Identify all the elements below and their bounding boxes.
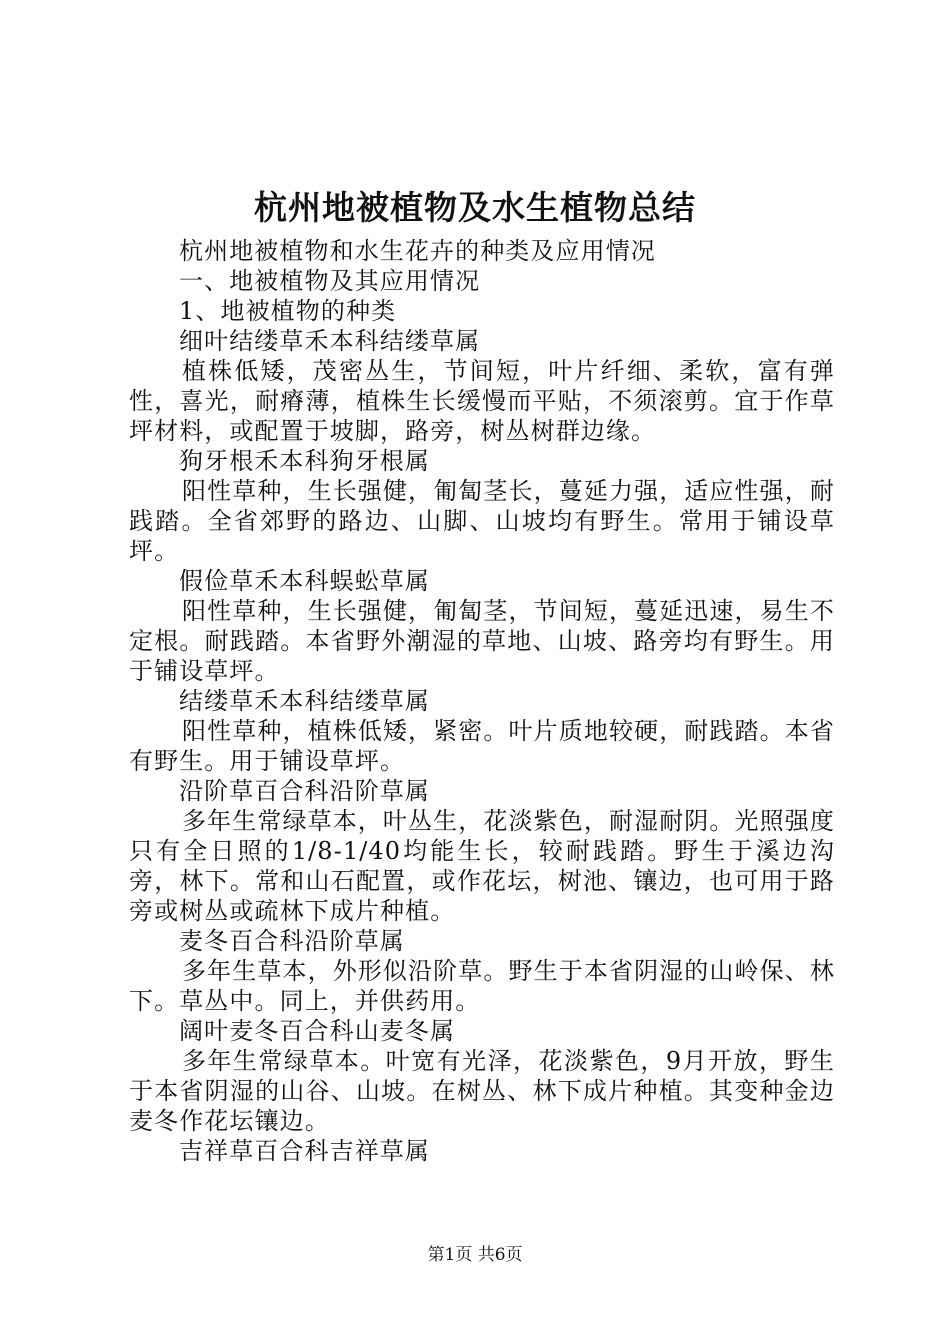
plant-description: 多年生草本，外形似沿阶草。野生于本省阴湿的山岭保、林下。草丛中。同上，并供药用。 [129,957,835,1015]
plant-heading: 狗牙根禾本科狗牙根属 [179,447,430,475]
plant-heading: 阔叶麦冬百合科山麦冬属 [179,1017,456,1045]
plant-heading: 沿阶草百合科沿阶草属 [179,777,430,805]
plant-description: 阳性草种，生长强健，匍匐茎，节间短，蔓延迅速，易生不定根。耐践踏。本省野外潮湿的草地、山坡、路旁均有野生。用于铺设草坪。 [129,597,835,685]
section-heading: 一、地被植物及其应用情况 [179,267,481,295]
plant-description: 植株低矮，茂密丛生，节间短，叶片纤细、柔软，富有弹性，喜光，耐瘠薄，植株生长缓慢而平贴，不须滚剪。宜于作草坪材料，或配置于坡脚，路旁，树丛树群边缘。 [129,357,835,445]
plant-heading: 麦冬百合科沿阶草属 [179,927,405,955]
section-heading: 杭州地被植物和水生花卉的种类及应用情况 [179,237,656,265]
document-title: 杭州地被植物及水生植物总结 [254,188,696,227]
plant-description: 多年生常绿草本。叶宽有光泽，花淡紫色，9月开放，野生于本省阴湿的山谷、山坡。在树丛、林下成片种植。其变种金边麦冬作花坛镶边。 [129,1047,835,1135]
plant-heading: 结缕草禾本科结缕草属 [179,687,430,715]
plant-description: 阳性草种，植株低矮，紧密。叶片质地较硬，耐践踏。本省有野生。用于铺设草坪。 [129,717,835,775]
plant-description: 阳性草种，生长强健，匍匐茎长，蔓延力强，适应性强，耐践踏。全省郊野的路边、山脚、山坡均有野生。常用于铺设草坪。 [129,477,835,565]
plant-description: 多年生常绿草本，叶丛生，花淡紫色，耐湿耐阴。光照强度只有全日照的1/8-1/40均能生长，较耐践踏。野生于溪边沟旁，林下。常和山石配置，或作花坛，树池、镶边，也可用于路旁或树丛或疏林下成片种植。 [129,807,835,925]
plant-heading: 吉祥草百合科吉祥草属 [179,1137,430,1165]
document-body [129,236,835,1166]
plant-heading: 细叶结缕草禾本科结缕草属 [179,327,481,355]
section-heading: 1、地被植物的种类 [179,297,397,325]
plant-heading: 假俭草禾本科蜈蚣草属 [179,567,430,595]
page-indicator: 第1页 共6页 [427,1245,523,1265]
